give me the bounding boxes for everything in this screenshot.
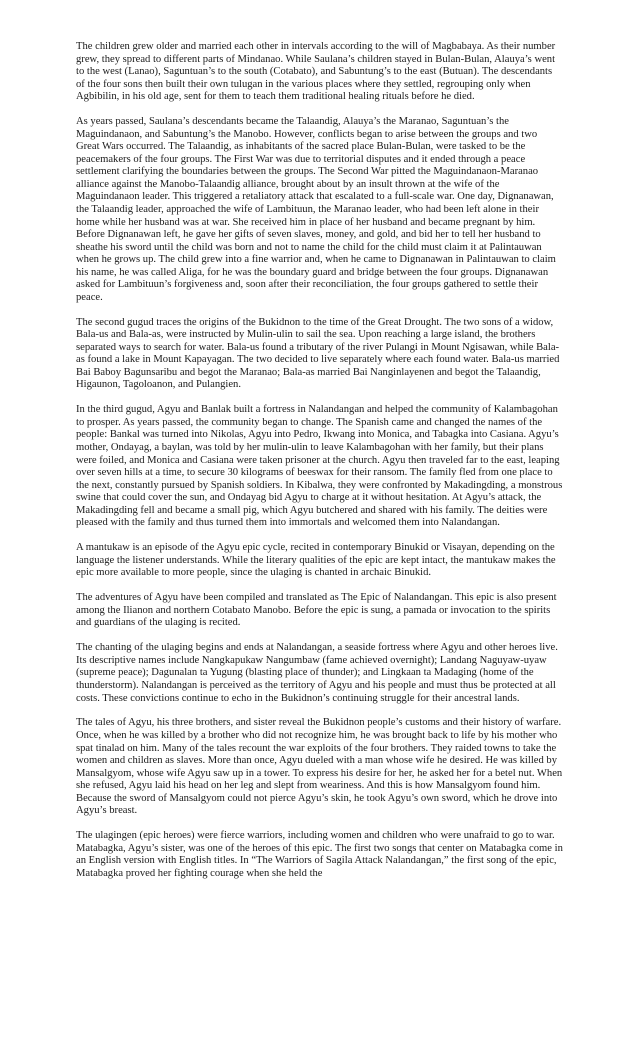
paragraph-second-gugud: The second gugud traces the origins of the Bukidnon to the time of the Great Drought. The two sons of a widow, Bala-us and Bala-as, were instructed by Mulin-ulin to sail the sea. Upon reaching a large island, the brothers separated ways to search for water. Bala-us found a tributary of the river Pulangi in Mount Ngisawan, while Bala-as found a lake in Mount Kapayagan. The two decided to live separately where each found water. Bala-us married Bai Baboy Bagunsaribu and begot the Maranao; Bala-as married Bai Nanginlayenen and begot the Talaandig, Higaunon, Tagoloanon, and Pulangien. (76, 316, 560, 391)
paragraph-third-gugud: In the third gugud, Agyu and Banlak built a fortress in Nalandangan and helped the community of Kalambagohan to prosper. As years passed, the community began to change. The Spanish came and changed the names of the people: Bankal was turned into Nikolas, Agyu into Pedro, Ikwang into Monica, and Tabagka into Casiana. Agyu’s mother, Ondayag, a baylan, was told by her mulin-ulin to leave Kalambagohan with her family, but their plans were foiled, and Monica and Casiana were taken prisoner at the church. Agyu then traveled far to the east, leaping over seven hills at a time, to secure 30 kilograms of beeswax for their ransom. The family fled from one place to the next, constantly pursued by Spanish soldiers. In Kibalwa, they were confronted by Makadingding, a monstrous swine that could cover the sun, and Ondayag bid Agyu to charge at it without hesitation. At Agyu’s attack, the Makadingding fell and became a small pig, which Agyu butchered and shared with his family. The deities were pleased with the family and thus turned them into immortals and welcomed them into Nalandangan. (76, 404, 563, 529)
paragraph-tales-of-agyu: The tales of Agyu, his three brothers, and sister reveal the Bukidnon people’s customs and their history of warfare. Once, when he was killed by a brother who did not recognize him, he was brought back to life by his mother who spat tinalad on him. Many of the tales recount the war exploits of the four brothers. They raided towns to take the women and children as slaves. More than once, Agyu dueled with a man whose wife he desired. He was killed by Mansalgyom, whose wife Agyu saw up in a tower. To express his desire for her, he asked her for a betel nut. When she refused, Agyu laid his head on her leg and slept from weariness. And this is how Mansalgyom found him. Because the sword of Mansalgyom could not pierce Agyu’s skin, he took Agyu’s own sword, which he drove into Agyu’s breast. (76, 717, 563, 817)
document-page (76, 41, 563, 880)
paragraph-children-spread: The children grew older and married each other in intervals according to the will of Magbabaya. As their number grew, they spread to different parts of Mindanao. While Saulana’s children stayed in Bulan-Bulan, Alauya’s went to the west (Lanao), Saguntuan’s to the south (Cotabato), and Sabuntung’s to the east (Butuan). The descendants of the four sons then built their own tulugan in the various places where they settled, regrouping only when Agbibilin, in his old age, sent for them to teach them traditional healing rituals before he died. (76, 41, 556, 103)
paragraph-mantukaw: A mantukaw is an episode of the Agyu epic cycle, recited in contemporary Binukid or Visayan, depending on the language the listener understands. While the literary qualities of the epic are kept intact, the mantukaw makes the epic more available to more people, since the ulaging is chanted in archaic Binukid. (76, 542, 556, 579)
paragraph-epic-of-nalandangan: The adventures of Agyu have been compiled and translated as The Epic of Nalandangan. This epic is also present among the Ilianon and northern Cotabato Manobo. Before the epic is sung, a pamada or invocation to the spirits and guardians of the ulaging is recited. (76, 592, 557, 629)
paragraph-ulaging-chanting: The chanting of the ulaging begins and ends at Nalandangan, a seaside fortress where Agyu and other heroes live. Its descriptive names include Nangkapukaw Nangumbaw (fame achieved overnight); Landang Naguyaw-uyaw (supreme peace); Dagunalan ta Yugung (blasting place of thunder); and Lingkaan ta Madaging (home of the thunderstorm). Nalandangan is perceived as the territory of Agyu and his people and must thus be protected at all costs. These convictions continue to echo in the Bukidnon’s continuing struggle for their ancestral lands. (76, 642, 558, 704)
paragraph-ulagingen: The ulagingen (epic heroes) were fierce warriors, including women and children who were unafraid to go to war. Matabagka, Agyu’s sister, was one of the heroes of this epic. The first two songs that center on Matabagka come in an English version with English titles. In “The Warriors of Sagila Attack Nalandangan,” the first song of the epic, Matabagka proved her fighting courage when she held the (76, 830, 563, 879)
paragraph-great-wars: As years passed, Saulana’s descendants became the Talaandig, Alauya’s the Maranao, Saguntuan’s the Maguindanaon, and Sabuntung’s the Manobo. However, conflicts began to arise between the groups and two Great Wars occurred. The Talaandig, as inhabitants of the sacred place Bulan-Bulan, were tasked to be the peacemakers of the four groups. The First War was due to territorial disputes and it ended through a peace settlement clarifying the boundaries between the groups. The Second War pitted the Maguindanaon-Maranao alliance against the Manobo-Talaandig alliance, brought about by an insult thrown at the wife of the Maguindanaon leader. This triggered a retaliatory attack that escalated to a full-scale war. One day, Dignanawan, the Talaandig leader, approached the wife of Lambituun, the Maranao leader, who had been left alone in their home while her husband was at war. She received him in place of her husband and became pregnant by him. Before Dignanawan left, he gave her gifts of seven slaves, money, and gold, and bid her to tell her husband to sheathe his sword until the child was born and not to name the child for the child must claim it at Palintauwan when he grows up. The child grew into a fine warrior and, when he came to Dignanawan in Palintauwan to claim his name, he was called Aliga, for he was the boundary guard and bridge between the four groups. Dignanawan asked for Lambituun’s forgiveness and, soon after their reconciliation, the four groups gathered to settle their peace. (76, 116, 556, 303)
